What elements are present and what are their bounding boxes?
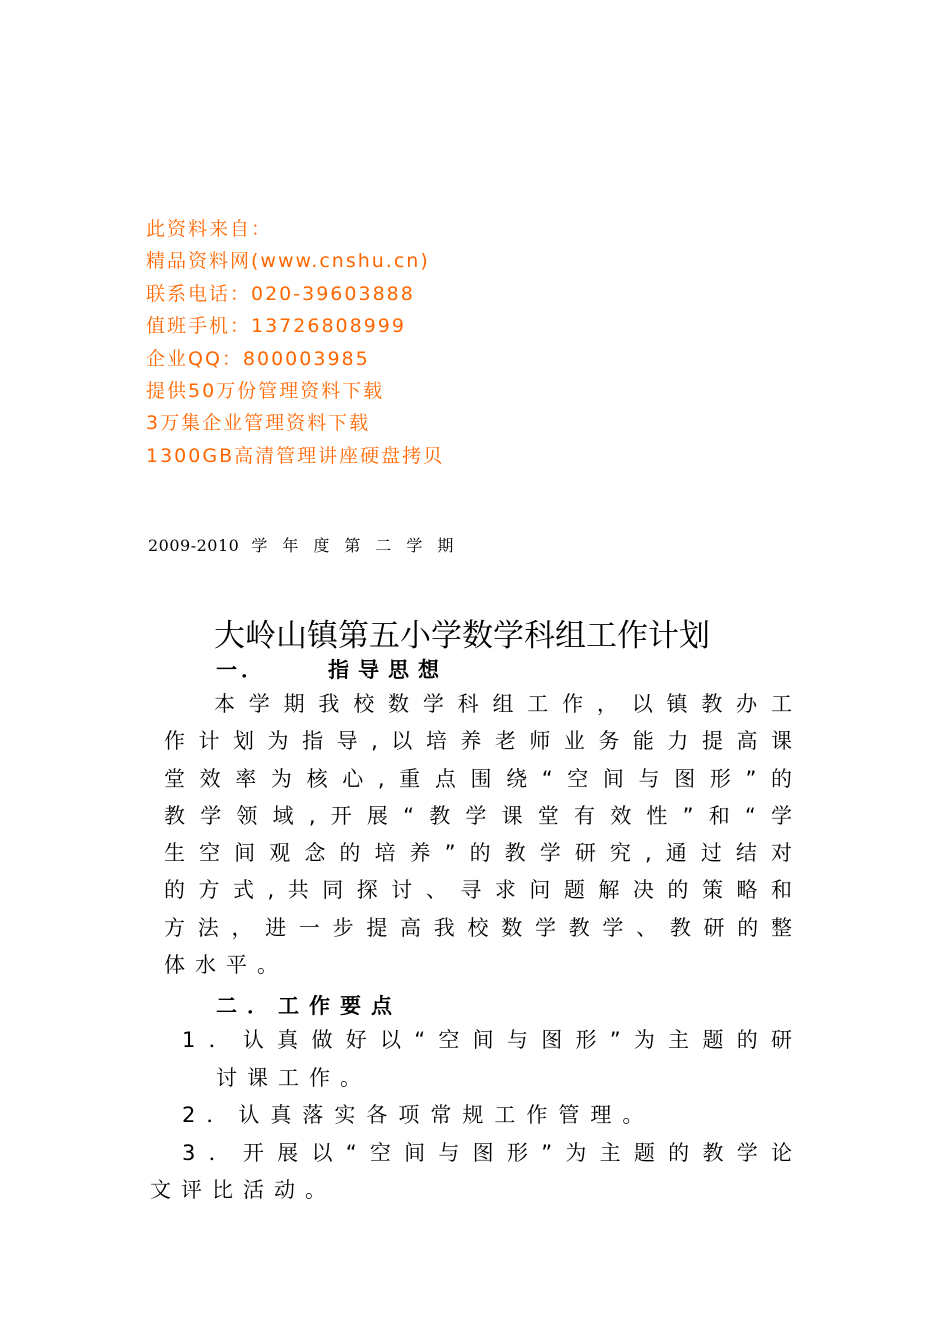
ad-line: 1300GB高清管理讲座硬盘拷贝 bbox=[146, 444, 445, 467]
paragraph-line: 生空间观念的培养”的教学研究,通过结对 bbox=[164, 841, 792, 866]
section2-heading: 二．工作要点 bbox=[216, 994, 402, 1018]
list-item-3-cont: 文评比活动。 bbox=[150, 1178, 336, 1202]
list-item-1-cont: 讨课工作。 bbox=[216, 1065, 371, 1090]
paragraph-line: 本学期我校数学科组工作，以镇教办工 bbox=[214, 692, 792, 716]
section1-heading bbox=[216, 654, 448, 684]
ad-line: 值班手机：13726808999 bbox=[146, 315, 406, 338]
section2-list bbox=[150, 1022, 792, 1210]
ad-line: 3万集企业管理资料下载 bbox=[146, 412, 371, 435]
list-item-1: 1．认真做好以“空间与图形”为主题的研 bbox=[182, 1028, 792, 1052]
paragraph-line: 的方式,共同探讨、寻求问题解决的策略和 bbox=[164, 878, 792, 903]
ad-line: 精品资料网(www.cnshu.cn) bbox=[146, 250, 430, 273]
paragraph-line: 教学领域,开展“教学课堂有效性”和“学 bbox=[164, 803, 792, 828]
paragraph-line: 体水平。 bbox=[164, 953, 288, 978]
list-item-3: 3．开展以“空间与图形”为主题的教学论 bbox=[182, 1140, 792, 1165]
school-term bbox=[148, 533, 468, 556]
section1-number: 一． bbox=[216, 658, 266, 682]
ad-line: 提供50万份管理资料下载 bbox=[146, 379, 385, 402]
term-year: 2009-2010 bbox=[148, 536, 240, 555]
paragraph-line: 方法，进一步提高我校数学教学、教研的整 bbox=[164, 915, 792, 940]
section1-paragraph bbox=[164, 686, 792, 984]
section1-title: 指导思想 bbox=[328, 658, 448, 682]
list-item-2: 2．认真落实各项常规工作管理。 bbox=[182, 1103, 655, 1127]
ad-line: 联系电话：020-39603888 bbox=[146, 282, 415, 305]
paragraph-line: 作计划为指导,以培养老师业务能力提高课 bbox=[164, 729, 792, 754]
paragraph-line: 堂效率为核心,重点围绕“空间与图形”的 bbox=[164, 766, 792, 791]
term-label: 学年度第二学期 bbox=[251, 536, 469, 555]
ad-line: 企业QQ：800003985 bbox=[146, 347, 370, 370]
source-info-block bbox=[146, 213, 444, 472]
document-title: 大岭山镇第五小学数学科组工作计划 bbox=[214, 618, 710, 654]
ad-line: 此资料来自： bbox=[146, 218, 273, 240]
